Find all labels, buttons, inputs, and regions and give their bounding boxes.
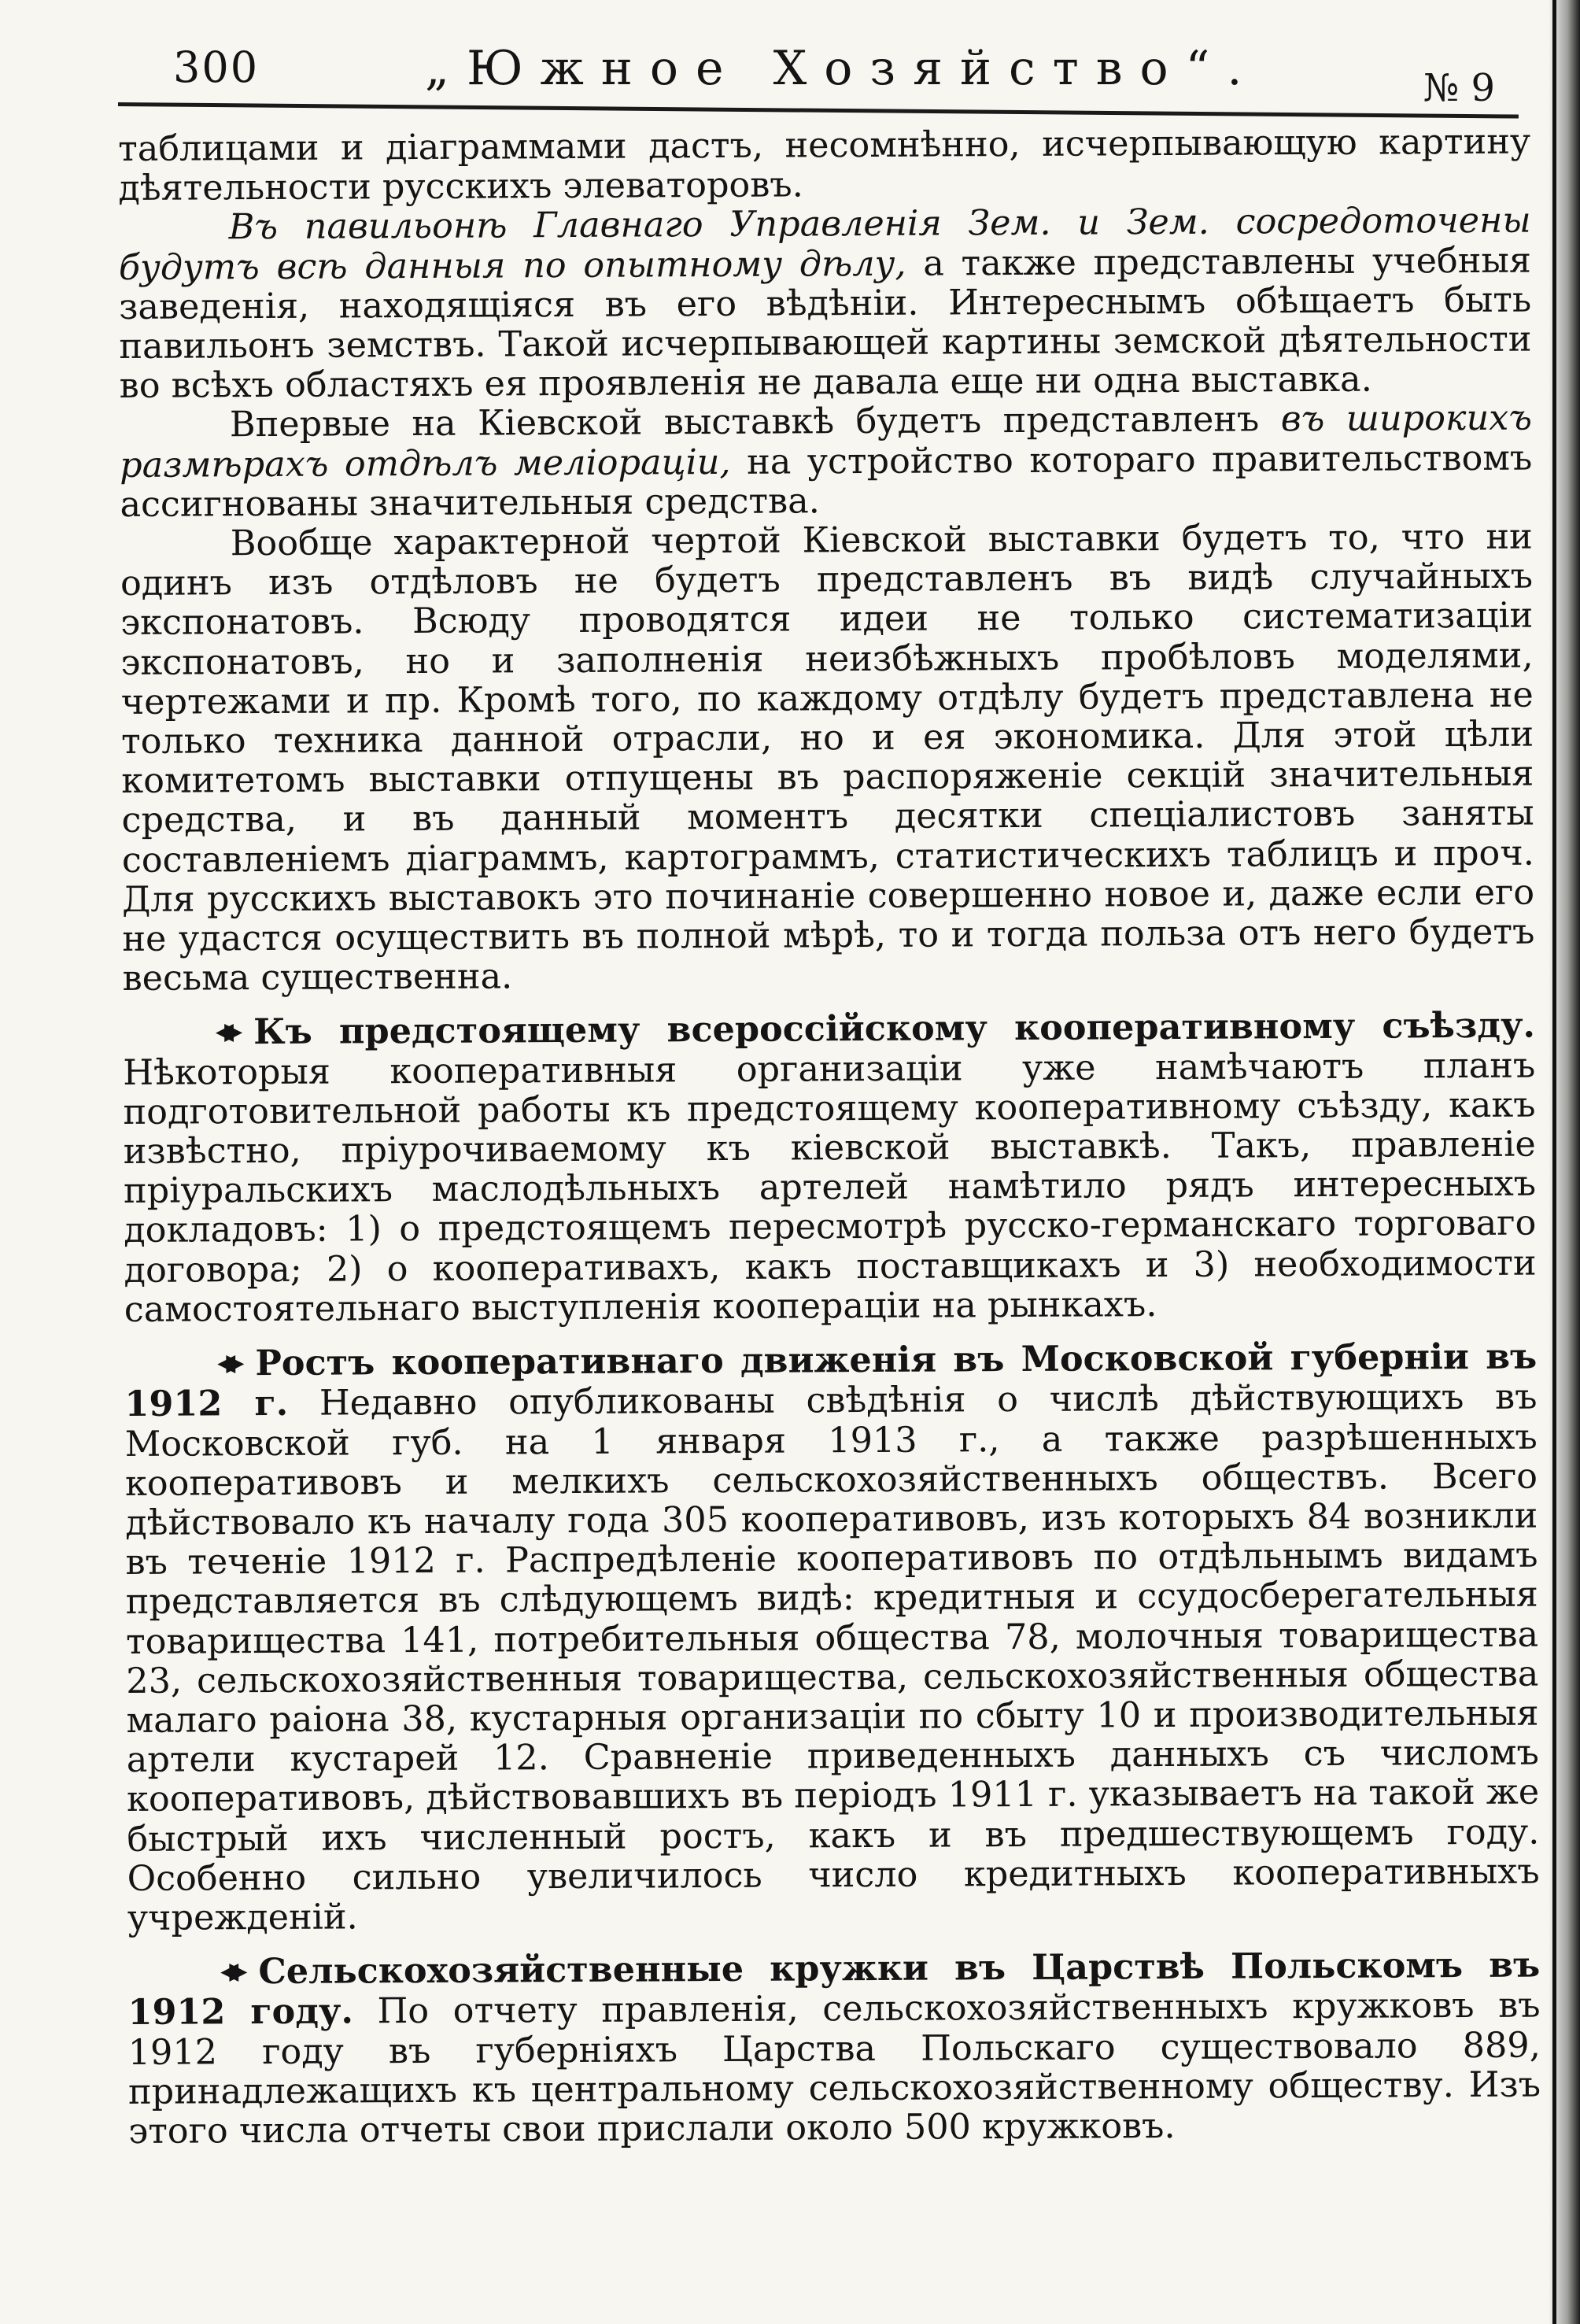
paragraph-text: Впервые на Кіевской выставкѣ будетъ представленъ xyxy=(229,399,1281,445)
paragraph-elevators: таблицами и діаграммами дастъ, несомнѣнно, исчерпывающую картину дѣятельности русскихъ элеваторовъ. xyxy=(117,121,1531,209)
news-item-polish-circles xyxy=(127,1945,1541,2152)
paragraph-exhibition-features: Вообще характерной чертой Кіевской выставки будетъ то, что ни одинъ изъ отдѣловъ не будетъ представленъ въ видѣ случайныхъ экспонатовъ. Всюду проводятся идеи не только систематизаціи экспонатовъ, но и заполненія неизбѣжныхъ пробѣловъ моделями, чертежами и пр. Кромѣ того, по каждому отдѣлу будетъ представлена не только техника данной отрасли, но и ея экономика. Для этой цѣли комитетомъ выставки отпущены въ распоряженіе секцій значительныя средства, и въ данный моментъ десятки спеціалистовъ заняты составленіемъ діаграммъ, картограммъ, статистическихъ таблицъ и проч. Для русскихъ выставокъ это починаніе совершенно новое и, даже если его не удастся осуществить въ полной мѣрѣ, то и тогда польза отъ него будетъ весьма существенна. xyxy=(120,516,1535,999)
diamond-bullet-icon: ◀▶ xyxy=(220,1957,238,1986)
issue-number: № 9 xyxy=(1423,66,1495,110)
news-headline: Къ предстоящему всероссійскому кооперативному съѣзду. xyxy=(253,1005,1536,1053)
news-text: По отчету правленія, сельскохозяйственныхъ кружковъ въ 1912 году въ губерніяхъ Царства Польскаго существовало 889, принадлежащихъ къ центральному сельскохозяйственному обществу. Изъ этого числа отчеты свои прислали около 500 кружковъ. xyxy=(127,1985,1541,2152)
news-headline: Сельскохозяйственные кружки въ Царствѣ Польскомъ въ 1912 году. xyxy=(127,1944,1541,2034)
news-text: Недавно опубликованы свѣдѣнія о числѣ дѣйствующихъ въ Московской губ. на 1 января 1913 г., а также разрѣшенныхъ кооперативовъ и мелкихъ сельскохозяйственныхъ обществъ. Всего дѣйствовало къ началу года 305 кооперативовъ, изъ которыхъ 84 возникли въ теченіе 1912 г. Распредѣленіе кооперативовъ по отдѣльнымъ видамъ представляется въ слѣдующемъ видѣ: кредитныя и ссудосберегательныя товарищества 141, потребительныя общества 78, молочныя товарищества 23, сельскохозяйственныя товарищества, сельскохозяйственныя общества малаго раіона 38, кустарныя организаціи по сбыту 10 и производительныя артели кустарей 12. Сравненіе приведенныхъ данныхъ съ числомъ кооперативовъ, дѣйствовавшихъ въ періодъ 1911 г. указываетъ на такой же быстрый ихъ численный ростъ, какъ и въ предшествующемъ году. Особенно сильно увеличилось число кредитныхъ кооперативныхъ учрежденій. xyxy=(124,1376,1540,1938)
journal-title: „Южное Хозяйство“. xyxy=(425,41,1260,96)
paragraph-melioration xyxy=(120,399,1533,525)
diamond-bullet-icon: ◀▶ xyxy=(217,1349,235,1377)
binding-gutter xyxy=(1552,0,1556,2324)
running-header xyxy=(118,35,1503,110)
news-item-cooperative-congress xyxy=(123,1006,1537,1330)
page-number: 300 xyxy=(173,42,260,92)
news-text: Нѣкоторыя кооперативныя организаціи уже намѣчаютъ планъ подготовительной работы къ предстоящему кооперативному съѣзду, какъ извѣстно, пріурочиваемому къ кіевской выставкѣ. Такъ, правленіе пріуральскихъ маслодѣльныхъ артелей намѣтило рядъ интересныхъ докладовъ: 1) о предстоящемъ пересмотрѣ русско-германскаго торговаго договора; 2) о кооперативахъ, какъ поставщикахъ и 3) необходимости самостоятельнаго выступленія коопераціи на рынкахъ. xyxy=(123,1045,1537,1330)
news-headline: Ростъ кооперативнаго движенія въ Московской губерніи въ 1912 г. xyxy=(124,1336,1538,1425)
diamond-bullet-icon: ◀▶ xyxy=(215,1018,234,1046)
paragraph-text: на устройство котораго правительствомъ ассигнованы значительныя средства. xyxy=(120,438,1533,525)
italic-emphasis: въ широкихъ размѣрахъ отдѣлъ мелiорацiи, xyxy=(120,398,1533,486)
news-item-moscow-cooperatives xyxy=(124,1337,1540,1938)
article-body xyxy=(118,123,1541,2152)
italic-emphasis: Въ павильонѣ Главнаго Управленія Зем. и Зем. сосредоточены будутъ всѣ данныя по опытному дѣлу, xyxy=(118,201,1531,288)
paragraph-pavilions xyxy=(119,201,1532,406)
paragraph-text: а также представлены учебныя заведенія, находящіяся въ его вѣдѣніи. Интереснымъ обѣщаетъ быть павильонъ земствъ. Такой исчерпывающей картины земской дѣятельности во всѣхъ областяхъ ея проявленія не давала еще ни одна выставка. xyxy=(119,240,1532,407)
